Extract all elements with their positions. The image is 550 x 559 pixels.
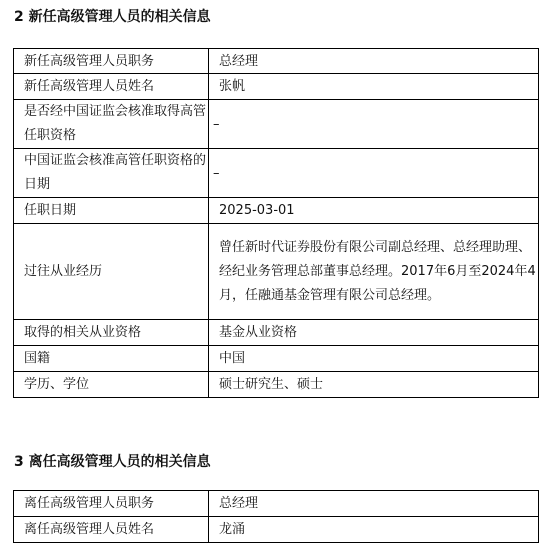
- row-value: 基金从业资格: [209, 320, 539, 346]
- table-row: [14, 517, 539, 543]
- table-row: [14, 49, 539, 74]
- row-label: 取得的相关从业资格: [14, 320, 209, 346]
- row-label: 离任高级管理人员职务: [14, 491, 209, 517]
- row-value: 2025-03-01: [209, 198, 539, 224]
- row-value: 中国: [209, 346, 539, 372]
- departing-executive-info-table: [13, 490, 539, 543]
- table-row: [14, 74, 539, 100]
- row-value: 龙涌: [209, 517, 539, 543]
- row-value: 总经理: [209, 491, 539, 517]
- section-3-title: 3 离任高级管理人员的相关信息: [14, 454, 211, 470]
- section-2-title: 2 新任高级管理人员的相关信息: [14, 9, 211, 25]
- row-label: 是否经中国证监会核准取得高管任职资格: [14, 100, 209, 149]
- new-executive-info-table: [13, 48, 539, 398]
- row-label: 离任高级管理人员姓名: [14, 517, 209, 543]
- row-value: 张帆: [209, 74, 539, 100]
- row-label: 任职日期: [14, 198, 209, 224]
- row-label: 新任高级管理人员职务: [14, 49, 209, 74]
- row-value: –: [209, 149, 539, 198]
- row-value: 硕士研究生、硕士: [209, 372, 539, 398]
- row-label: 国籍: [14, 346, 209, 372]
- row-label: 新任高级管理人员姓名: [14, 74, 209, 100]
- row-label: 中国证监会核准高管任职资格的日期: [14, 149, 209, 198]
- table-row: [14, 100, 539, 149]
- row-value: 曾任新时代证券股份有限公司副总经理、总经理助理、经纪业务管理总部董事总经理。2017年6月至2024年4月，任融通基金管理有限公司总经理。: [209, 224, 539, 320]
- row-value: –: [209, 100, 539, 149]
- table-row: [14, 198, 539, 224]
- row-value: 总经理: [209, 49, 539, 74]
- table-row: [14, 372, 539, 398]
- row-label: 过往从业经历: [14, 224, 209, 320]
- table-row: [14, 346, 539, 372]
- table-row: [14, 320, 539, 346]
- table-row: [14, 224, 539, 320]
- row-label: 学历、学位: [14, 372, 209, 398]
- table-row: [14, 491, 539, 517]
- table-row: [14, 149, 539, 198]
